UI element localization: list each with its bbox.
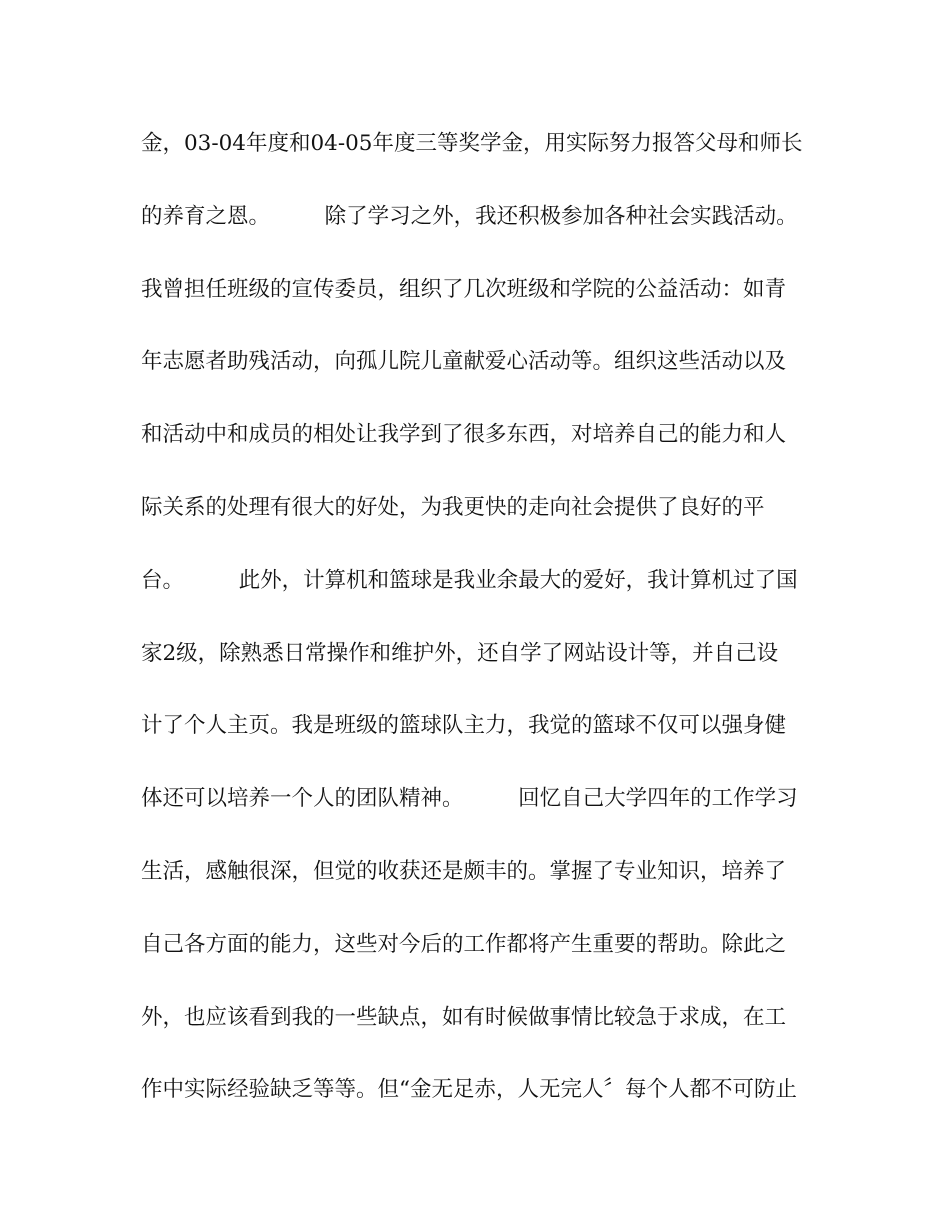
text-line-5: 和活动中和成员的相处让我学到了很多东西，对培养自己的能力和人 — [141, 422, 787, 448]
text-line-12: 自己各方面的能力，这些对今后的工作都将产生重要的帮助。除此之 — [141, 931, 787, 957]
text-line-10: 体还可以培养一个人的团队精神。 回忆自己大学四年的工作学习 — [141, 786, 798, 812]
text-line-4: 年志愿者助残活动，向孤儿院儿童献爱心活动等。组织这些活动以及 — [141, 349, 787, 375]
text-line-11: 生活，感触很深，但觉的收获还是颇丰的。掌握了专业知识，培养了 — [141, 858, 787, 884]
text-line-2: 的养育之恩。 除了学习之外，我还积极参加各种社会实践活动。 — [141, 203, 798, 229]
text-line-1: 金，03-04年度和04-05年度三等奖学金，用实际努力报答父母和师长 — [141, 131, 803, 156]
body-text — [141, 122, 821, 1141]
text-line-8: 家2级，除熟悉日常操作和维护外，还自学了网站设计等，并自己设 — [141, 640, 779, 666]
text-line-3: 我曾担任班级的宣传委员，组织了几次班级和学院的公益活动：如青 — [141, 276, 787, 302]
text-line-14: 作中实际经验缺乏等等。但“金无足赤，人无完人〞每个人都不可防止 — [141, 1077, 797, 1103]
text-line-9: 计了个人主页。我是班级的篮球队主力，我觉的篮球不仅可以强身健 — [141, 713, 787, 739]
text-line-6: 际关系的处理有很大的好处，为我更快的走向社会提供了良好的平 — [141, 494, 765, 520]
text-line-7: 台。 此外，计算机和篮球是我业余最大的爱好，我计算机过了国 — [141, 567, 798, 593]
text-line-13: 外，也应该看到我的一些缺点，如有时候做事情比较急于求成，在工 — [141, 1004, 787, 1030]
